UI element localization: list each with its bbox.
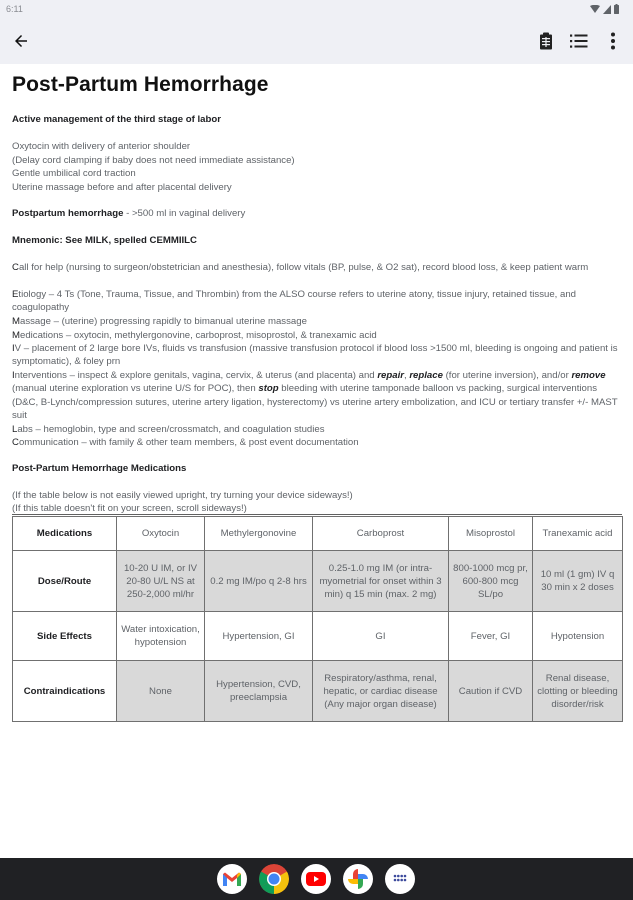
- medications-table[interactable]: [12, 516, 623, 722]
- mnemonic-item-communication: Communication – with family & other team members, & post event documentation: [12, 437, 359, 448]
- cellular-signal-icon: [603, 5, 611, 14]
- app-drawer-button[interactable]: [385, 864, 415, 894]
- interventions-text: [12, 370, 617, 421]
- navigation-bar: [0, 858, 633, 900]
- column-header: Carboprost: [313, 517, 449, 551]
- table-cell: Hypotension: [533, 612, 623, 661]
- mnemonic-item-medications: Medications – oxytocin, methylergonovine, carboprost, misoprostol, & tranexamic acid: [12, 329, 377, 341]
- photos-app[interactable]: [343, 864, 373, 894]
- pph-term: Postpartum hemorrhage: [12, 208, 124, 219]
- emphasis-text: repair: [377, 370, 404, 381]
- back-button[interactable]: [8, 28, 34, 54]
- gmail-icon: [222, 871, 242, 887]
- body-text: nterventions – inspect & explore genitals, vagina, cervix, & uterus (and placenta) and: [14, 370, 378, 381]
- app-dock: [217, 864, 415, 894]
- column-header: Medications: [13, 517, 117, 551]
- body-text: ,: [403, 370, 410, 381]
- wifi-icon: [590, 5, 600, 14]
- mnemonic-item-labs: Labs – hemoglobin, type and screen/crossmatch, and coagulation studies: [12, 423, 325, 435]
- body-text: (for uterine inversion), and/or: [442, 370, 572, 381]
- table-cell: Caution if CVD: [449, 661, 533, 722]
- section-line: Uterine massage before and after placental delivery: [12, 181, 232, 193]
- more-vert-icon: [610, 32, 616, 50]
- chrome-icon: [259, 864, 289, 894]
- photos-icon: [347, 868, 369, 890]
- table-row: [13, 612, 623, 661]
- row-header: Dose/Route: [13, 551, 117, 612]
- mnemonic-item-massage: Massage – (uterine) progressing rapidly to bimanual uterine massage: [12, 316, 307, 327]
- section-heading-active-management: Active management of the third stage of labor: [12, 114, 221, 125]
- mnemonic-item-call: Call for help (nursing to surgeon/obstetrician and anesthesia), follow vitals (BP, pulse, & O2 sat), record blood loss, & keep patient warm: [12, 262, 589, 273]
- table-cell: None: [117, 661, 205, 722]
- clipboard-icon: [538, 32, 554, 50]
- meds-note: (If the table below is not easily viewed upright, try turning your device sideways!): [12, 490, 353, 501]
- row-header: Side Effects: [13, 612, 117, 661]
- gmail-app[interactable]: [217, 864, 247, 894]
- mnemonic-heading: Mnemonic: See MILK, spelled CEMMIILC: [12, 235, 197, 246]
- page-title: Post-Partum Hemorrhage: [12, 73, 269, 96]
- status-icons: [590, 4, 619, 14]
- status-bar: [0, 0, 633, 20]
- column-header: Oxytocin: [117, 517, 205, 551]
- arrow-back-icon: [12, 32, 30, 50]
- row-header: Contraindications: [13, 661, 117, 722]
- pph-definition: [12, 207, 245, 220]
- table-header-row: [13, 517, 623, 551]
- table-row: [13, 551, 623, 612]
- column-header: Methylergonovine: [205, 517, 313, 551]
- table-cell: Renal disease, clotting or bleeding disorder/risk: [533, 661, 623, 722]
- table-cell: 10 ml (1 gm) IV q 30 min x 2 doses: [533, 551, 623, 612]
- battery-icon: [614, 4, 619, 14]
- table-cell: 0.2 mg IM/po q 2-8 hrs: [205, 551, 313, 612]
- table-cell: 800-1000 mcg pr, 600-800 mcg SL/po: [449, 551, 533, 612]
- table-row: [13, 661, 623, 722]
- pph-text: - >500 ml in vaginal delivery: [123, 208, 246, 219]
- table-cell: Respiratory/asthma, renal, hepatic, or cardiac disease (Any major organ disease): [313, 661, 449, 722]
- article-content[interactable]: [0, 64, 633, 858]
- table-cell: Fever, GI: [449, 612, 533, 661]
- table-cell: Hypertension, CVD, preeclampsia: [205, 661, 313, 722]
- apps-grid-icon: [393, 874, 407, 884]
- meds-note: (If this table doesn't fit on your screen, scroll sideways!): [12, 503, 247, 514]
- youtube-app[interactable]: [301, 864, 331, 894]
- body-text: (manual uterine exploration vs uterine U/S for POC), then: [12, 383, 259, 395]
- chrome-app[interactable]: [259, 864, 289, 894]
- mnemonic-item-iv: IV – placement of 2 large bore IVs, fluids vs transfusion (massive transfusion protocol if blood loss >1500 ml, bleeding is ongoing and patient is symptomatic), & foley prn: [12, 343, 618, 368]
- column-header: Tranexamic acid: [533, 517, 623, 551]
- table-cell: 10-20 U IM, or IV 20-80 U/L NS at 250-2,000 ml/hr: [117, 551, 205, 612]
- table-cell: GI: [313, 612, 449, 661]
- mnemonic-item-interventions: Interventions – inspect & explore genitals, vagina, cervix, & uterus (and placenta) and repair, replace (for uterine inversion), and/or remove (manual uterine exploration vs uterine U/S for POC), then stop bleeding with uterine tamponade balloon vs packing, surgical interventions (D&C, B-Lynch/compression sutures, uterine artery ligation, hysterectomy) vs uterine artery embolization, and ICU or tertiary transfer +/- MAST suit: [12, 370, 618, 422]
- column-header: Misoprostol: [449, 517, 533, 551]
- meds-heading: Post-Partum Hemorrhage Medications: [12, 463, 187, 474]
- clipboard-button[interactable]: [533, 28, 559, 54]
- table-cell: Water intoxication, hypotension: [117, 612, 205, 661]
- table-cell: 0.25-1.0 mg IM (or intra-myometrial for onset within 3 min) q 15 min (max. 2 mg): [313, 551, 449, 612]
- body-text: bleeding with uterine tamponade balloon vs packing, surgical interventions (D&C, B-Lynch/compression sutures, uterine artery ligation, hysterectomy) vs uterine artery embolization, and ICU or tertiary transfer +/- MAST suit: [12, 383, 618, 422]
- table-cell: Hypertension, GI: [205, 612, 313, 661]
- youtube-icon: [306, 872, 326, 886]
- status-time: 6:11: [6, 4, 23, 14]
- section-line: (Delay cord clamping if baby does not need immediate assistance): [12, 154, 295, 166]
- section-line: Gentle umbilical cord traction: [12, 168, 136, 179]
- table-scroll-indicator[interactable]: [12, 514, 622, 515]
- mnemonic-item-etiology: Etiology – 4 Ts (Tone, Trauma, Tissue, and Thrombin) from the ALSO course refers to uterine atony, tissue injury, retained tissue, and coagulopathy: [12, 289, 577, 314]
- list-icon: [570, 34, 588, 48]
- emphasis-text: remove: [571, 370, 606, 381]
- table-of-contents-button[interactable]: [566, 28, 592, 54]
- section-line: Oxytocin with delivery of anterior shoulder: [12, 141, 191, 152]
- more-options-button[interactable]: [600, 28, 626, 54]
- emphasis-text: stop: [258, 383, 279, 395]
- emphasis-text: replace: [409, 370, 443, 381]
- app-bar: [0, 20, 633, 64]
